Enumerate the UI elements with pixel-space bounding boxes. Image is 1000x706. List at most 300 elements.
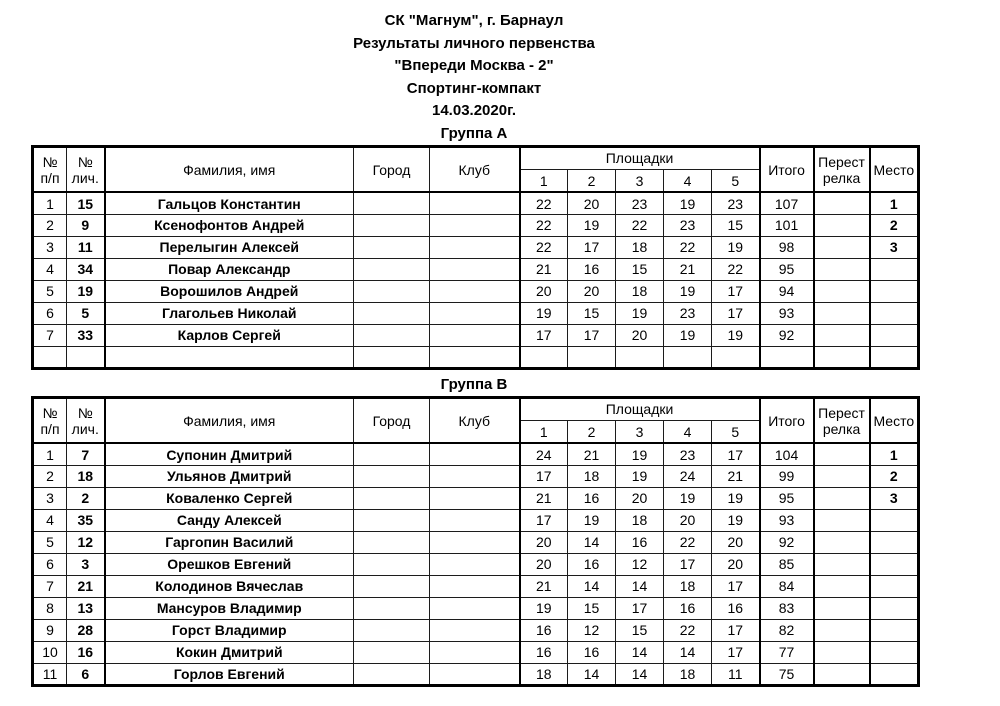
col-header-station-1: 1	[520, 169, 568, 192]
col-header-club: Клуб	[430, 146, 520, 192]
station-score-cell: 18	[568, 465, 616, 487]
club-cell	[430, 509, 520, 531]
total-cell: 75	[760, 663, 814, 685]
station-score-cell: 19	[712, 324, 760, 346]
results-table	[31, 396, 920, 687]
club-cell	[430, 465, 520, 487]
total-cell: 98	[760, 236, 814, 258]
station-score-cell	[712, 346, 760, 368]
shootoff-cell	[814, 258, 870, 280]
station-score-cell: 18	[616, 280, 664, 302]
station-score-cell: 17	[520, 509, 568, 531]
station-score-cell: 15	[568, 597, 616, 619]
col-header-club: Клуб	[430, 397, 520, 443]
station-score-cell: 19	[616, 465, 664, 487]
col-header-row-number	[33, 146, 67, 192]
results-subtitle: Результаты личного первенства	[353, 34, 595, 52]
name-cell: Повар Александр	[105, 258, 354, 280]
place-cell: 1	[870, 443, 919, 465]
row-number-cell: 5	[33, 531, 67, 553]
station-score-cell: 16	[568, 487, 616, 509]
table-row	[33, 465, 919, 487]
name-cell: Гальцов Константин	[105, 192, 354, 214]
shootoff-cell	[814, 509, 870, 531]
station-score-cell: 17	[520, 465, 568, 487]
club-cell	[430, 236, 520, 258]
station-score-cell: 22	[520, 192, 568, 214]
shootoff-cell	[814, 465, 870, 487]
name-cell: Глагольев Николай	[105, 302, 354, 324]
station-score-cell: 19	[520, 302, 568, 324]
name-cell: Супонин Дмитрий	[105, 443, 354, 465]
station-score-cell: 19	[520, 597, 568, 619]
bib-number-cell: 21	[67, 575, 105, 597]
col-header-line: №	[42, 153, 58, 170]
bib-number-cell: 19	[67, 280, 105, 302]
col-header-place: Место	[870, 397, 919, 443]
col-header-total: Итого	[760, 397, 814, 443]
row-number-cell: 4	[33, 509, 67, 531]
club-cell	[430, 346, 520, 368]
shootoff-cell	[814, 214, 870, 236]
station-score-cell: 22	[616, 214, 664, 236]
table-row	[33, 487, 919, 509]
name-cell: Орешков Евгений	[105, 553, 354, 575]
col-header-line: п/п	[40, 420, 60, 437]
page-content	[31, 0, 917, 687]
station-score-cell: 18	[520, 663, 568, 685]
station-score-cell	[520, 346, 568, 368]
name-cell	[105, 346, 354, 368]
table-row	[33, 214, 919, 236]
station-score-cell: 16	[568, 553, 616, 575]
table-row	[33, 619, 919, 641]
city-cell	[354, 531, 430, 553]
name-cell: Кокин Дмитрий	[105, 641, 354, 663]
city-cell	[354, 258, 430, 280]
bib-number-cell: 6	[67, 663, 105, 685]
shootoff-cell	[814, 346, 870, 368]
total-cell	[760, 346, 814, 368]
table-row	[33, 597, 919, 619]
station-score-cell: 17	[712, 619, 760, 641]
place-cell	[870, 553, 919, 575]
bib-number-cell	[67, 346, 105, 368]
station-score-cell: 24	[520, 443, 568, 465]
row-number-cell: 5	[33, 280, 67, 302]
shootoff-cell	[814, 553, 870, 575]
results-table	[31, 145, 920, 370]
station-score-cell: 18	[616, 509, 664, 531]
station-score-cell: 18	[664, 575, 712, 597]
place-cell	[870, 663, 919, 685]
station-score-cell: 23	[664, 443, 712, 465]
station-score-cell: 22	[664, 531, 712, 553]
col-header-line: №	[77, 153, 93, 170]
station-score-cell: 17	[712, 302, 760, 324]
shootoff-cell	[814, 531, 870, 553]
total-cell: 107	[760, 192, 814, 214]
place-cell: 1	[870, 192, 919, 214]
col-header-name: Фамилия, имя	[105, 397, 354, 443]
bib-number-cell: 34	[67, 258, 105, 280]
bib-number-cell: 9	[67, 214, 105, 236]
club-cell	[430, 575, 520, 597]
col-header-line: лич.	[71, 169, 99, 186]
station-score-cell: 14	[616, 575, 664, 597]
station-score-cell: 21	[568, 443, 616, 465]
station-score-cell: 22	[520, 236, 568, 258]
place-cell	[870, 619, 919, 641]
row-number-cell: 11	[33, 663, 67, 685]
col-header-line: релка	[822, 169, 861, 186]
city-cell	[354, 302, 430, 324]
name-cell: Горст Владимир	[105, 619, 354, 641]
station-score-cell: 20	[568, 192, 616, 214]
city-cell	[354, 619, 430, 641]
col-header-line: лич.	[71, 420, 99, 437]
place-cell	[870, 258, 919, 280]
station-score-cell: 14	[616, 641, 664, 663]
station-score-cell: 24	[664, 465, 712, 487]
station-score-cell: 20	[616, 324, 664, 346]
event-name: "Впереди Москва - 2"	[394, 57, 554, 75]
name-cell: Колодинов Вячеслав	[105, 575, 354, 597]
col-header-line: п/п	[40, 169, 60, 186]
club-cell	[430, 443, 520, 465]
station-score-cell: 20	[520, 553, 568, 575]
station-score-cell: 17	[664, 553, 712, 575]
total-cell: 93	[760, 302, 814, 324]
club-cell	[430, 663, 520, 685]
bib-number-cell: 12	[67, 531, 105, 553]
total-cell: 93	[760, 509, 814, 531]
col-header-shootoff	[814, 397, 870, 443]
total-cell: 92	[760, 324, 814, 346]
name-cell: Перелыгин Алексей	[105, 236, 354, 258]
row-number-cell: 2	[33, 465, 67, 487]
group-b-table-slot	[31, 396, 917, 687]
row-number-cell	[33, 346, 67, 368]
bib-number-cell: 13	[67, 597, 105, 619]
table-row	[33, 346, 919, 368]
col-header-line: №	[77, 404, 93, 421]
row-number-cell: 1	[33, 192, 67, 214]
col-header-total: Итого	[760, 146, 814, 192]
discipline-name: Спортинг-компакт	[406, 79, 542, 97]
col-header-line: Перест	[818, 153, 865, 170]
shootoff-cell	[814, 324, 870, 346]
place-cell: 2	[870, 214, 919, 236]
table-row	[33, 553, 919, 575]
station-score-cell: 11	[712, 663, 760, 685]
table-row	[33, 324, 919, 346]
name-cell: Ксенофонтов Андрей	[105, 214, 354, 236]
shootoff-cell	[814, 575, 870, 597]
event-date: 14.03.2020г.	[432, 102, 516, 120]
col-header-line: Перест	[818, 404, 865, 421]
col-header-stations: Площадки	[520, 146, 760, 169]
station-score-cell: 16	[712, 597, 760, 619]
station-score-cell: 19	[664, 324, 712, 346]
table-body	[33, 443, 919, 685]
station-score-cell: 19	[616, 302, 664, 324]
station-score-cell: 12	[616, 553, 664, 575]
city-cell	[354, 597, 430, 619]
station-score-cell: 17	[712, 575, 760, 597]
table-header	[33, 397, 919, 443]
station-score-cell: 23	[712, 192, 760, 214]
station-score-cell: 14	[616, 663, 664, 685]
club-cell	[430, 553, 520, 575]
city-cell	[354, 509, 430, 531]
row-number-cell: 7	[33, 575, 67, 597]
place-cell: 3	[870, 236, 919, 258]
station-score-cell: 19	[664, 192, 712, 214]
document-header	[31, 0, 917, 123]
col-header-bib-number	[67, 397, 105, 443]
station-score-cell: 14	[664, 641, 712, 663]
bib-number-cell: 11	[67, 236, 105, 258]
club-cell	[430, 192, 520, 214]
bib-number-cell: 18	[67, 465, 105, 487]
col-header-station-4: 4	[664, 169, 712, 192]
club-cell	[430, 619, 520, 641]
station-score-cell: 19	[712, 509, 760, 531]
table-row	[33, 531, 919, 553]
station-score-cell: 23	[664, 302, 712, 324]
station-score-cell: 17	[520, 324, 568, 346]
club-cell	[430, 487, 520, 509]
station-score-cell: 19	[712, 487, 760, 509]
station-score-cell: 22	[712, 258, 760, 280]
row-number-cell: 9	[33, 619, 67, 641]
name-cell: Карлов Сергей	[105, 324, 354, 346]
col-header-shootoff	[814, 146, 870, 192]
station-score-cell: 16	[568, 258, 616, 280]
shootoff-cell	[814, 236, 870, 258]
row-number-cell: 2	[33, 214, 67, 236]
station-score-cell: 16	[616, 531, 664, 553]
club-title: СК "Магнум", г. Барнаул	[384, 12, 564, 29]
name-cell: Коваленко Сергей	[105, 487, 354, 509]
station-score-cell: 18	[616, 236, 664, 258]
table-row	[33, 663, 919, 685]
club-cell	[430, 641, 520, 663]
table-row	[33, 443, 919, 465]
station-score-cell: 23	[664, 214, 712, 236]
station-score-cell: 17	[568, 324, 616, 346]
row-number-cell: 4	[33, 258, 67, 280]
station-score-cell: 21	[520, 258, 568, 280]
place-cell	[870, 641, 919, 663]
station-score-cell: 18	[664, 663, 712, 685]
station-score-cell: 21	[520, 575, 568, 597]
station-score-cell: 16	[520, 641, 568, 663]
city-cell	[354, 465, 430, 487]
shootoff-cell	[814, 192, 870, 214]
shootoff-cell	[814, 663, 870, 685]
shootoff-cell	[814, 280, 870, 302]
city-cell	[354, 443, 430, 465]
shootoff-cell	[814, 302, 870, 324]
row-number-cell: 3	[33, 487, 67, 509]
club-cell	[430, 324, 520, 346]
shootoff-cell	[814, 487, 870, 509]
col-header-station-2: 2	[568, 169, 616, 192]
bib-number-cell: 33	[67, 324, 105, 346]
table-body	[33, 192, 919, 368]
shootoff-cell	[814, 619, 870, 641]
total-cell: 77	[760, 641, 814, 663]
station-score-cell: 20	[664, 509, 712, 531]
station-score-cell: 17	[616, 597, 664, 619]
col-header-bib-number	[67, 146, 105, 192]
row-number-cell: 7	[33, 324, 67, 346]
row-number-cell: 3	[33, 236, 67, 258]
place-cell	[870, 531, 919, 553]
table-row	[33, 302, 919, 324]
col-header-city: Город	[354, 397, 430, 443]
table-row	[33, 258, 919, 280]
total-cell: 104	[760, 443, 814, 465]
station-score-cell: 17	[568, 236, 616, 258]
city-cell	[354, 346, 430, 368]
total-cell: 95	[760, 487, 814, 509]
row-number-cell: 6	[33, 302, 67, 324]
col-header-station-4: 4	[664, 420, 712, 443]
station-score-cell: 17	[712, 641, 760, 663]
col-header-station-1: 1	[520, 420, 568, 443]
table-row	[33, 509, 919, 531]
club-cell	[430, 280, 520, 302]
station-score-cell	[568, 346, 616, 368]
club-cell	[430, 258, 520, 280]
station-score-cell: 19	[568, 214, 616, 236]
table-row	[33, 641, 919, 663]
name-cell: Горлов Евгений	[105, 663, 354, 685]
shootoff-cell	[814, 443, 870, 465]
station-score-cell: 21	[520, 487, 568, 509]
col-header-station-5: 5	[712, 169, 760, 192]
station-score-cell: 20	[712, 553, 760, 575]
station-score-cell: 20	[568, 280, 616, 302]
col-header-station-2: 2	[568, 420, 616, 443]
city-cell	[354, 641, 430, 663]
name-cell: Ворошилов Андрей	[105, 280, 354, 302]
place-cell	[870, 302, 919, 324]
club-cell	[430, 214, 520, 236]
station-score-cell: 20	[520, 531, 568, 553]
name-cell: Санду Алексей	[105, 509, 354, 531]
name-cell: Гаргопин Василий	[105, 531, 354, 553]
total-cell: 84	[760, 575, 814, 597]
bib-number-cell: 15	[67, 192, 105, 214]
row-number-cell: 6	[33, 553, 67, 575]
station-score-cell: 15	[568, 302, 616, 324]
col-header-station-3: 3	[616, 169, 664, 192]
bib-number-cell: 16	[67, 641, 105, 663]
shootoff-cell	[814, 597, 870, 619]
city-cell	[354, 214, 430, 236]
club-cell	[430, 597, 520, 619]
station-score-cell: 20	[616, 487, 664, 509]
station-score-cell: 15	[616, 258, 664, 280]
total-cell: 99	[760, 465, 814, 487]
station-score-cell: 16	[520, 619, 568, 641]
station-score-cell: 15	[712, 214, 760, 236]
group-a-title: Группа А	[440, 124, 508, 142]
station-score-cell: 16	[664, 597, 712, 619]
city-cell	[354, 192, 430, 214]
station-score-cell: 19	[568, 509, 616, 531]
station-score-cell: 23	[616, 192, 664, 214]
station-score-cell	[616, 346, 664, 368]
station-score-cell: 22	[520, 214, 568, 236]
bib-number-cell: 28	[67, 619, 105, 641]
name-cell: Ульянов Дмитрий	[105, 465, 354, 487]
total-cell: 83	[760, 597, 814, 619]
city-cell	[354, 487, 430, 509]
bib-number-cell: 7	[67, 443, 105, 465]
bib-number-cell: 5	[67, 302, 105, 324]
station-score-cell: 19	[616, 443, 664, 465]
total-cell: 95	[760, 258, 814, 280]
station-score-cell: 22	[664, 236, 712, 258]
place-cell: 3	[870, 487, 919, 509]
col-header-line: №	[42, 404, 58, 421]
row-number-cell: 8	[33, 597, 67, 619]
col-header-stations: Площадки	[520, 397, 760, 420]
station-score-cell: 14	[568, 531, 616, 553]
place-cell	[870, 324, 919, 346]
place-cell	[870, 597, 919, 619]
place-cell: 2	[870, 465, 919, 487]
city-cell	[354, 324, 430, 346]
station-score-cell: 20	[520, 280, 568, 302]
group-b-title: Группа В	[440, 375, 508, 393]
club-cell	[430, 531, 520, 553]
station-score-cell: 17	[712, 443, 760, 465]
table-header	[33, 146, 919, 192]
bib-number-cell: 2	[67, 487, 105, 509]
station-score-cell: 21	[664, 258, 712, 280]
station-score-cell: 15	[616, 619, 664, 641]
place-cell	[870, 346, 919, 368]
col-header-place: Место	[870, 146, 919, 192]
station-score-cell: 12	[568, 619, 616, 641]
total-cell: 92	[760, 531, 814, 553]
place-cell	[870, 280, 919, 302]
station-score-cell: 14	[568, 663, 616, 685]
col-header-station-3: 3	[616, 420, 664, 443]
station-score-cell: 19	[712, 236, 760, 258]
place-cell	[870, 509, 919, 531]
col-header-line: релка	[822, 420, 861, 437]
col-header-station-5: 5	[712, 420, 760, 443]
table-row	[33, 236, 919, 258]
city-cell	[354, 663, 430, 685]
total-cell: 94	[760, 280, 814, 302]
city-cell	[354, 553, 430, 575]
total-cell: 82	[760, 619, 814, 641]
station-score-cell: 21	[712, 465, 760, 487]
station-score-cell: 16	[568, 641, 616, 663]
col-header-city: Город	[354, 146, 430, 192]
name-cell: Мансуров Владимир	[105, 597, 354, 619]
table-row	[33, 192, 919, 214]
place-cell	[870, 575, 919, 597]
